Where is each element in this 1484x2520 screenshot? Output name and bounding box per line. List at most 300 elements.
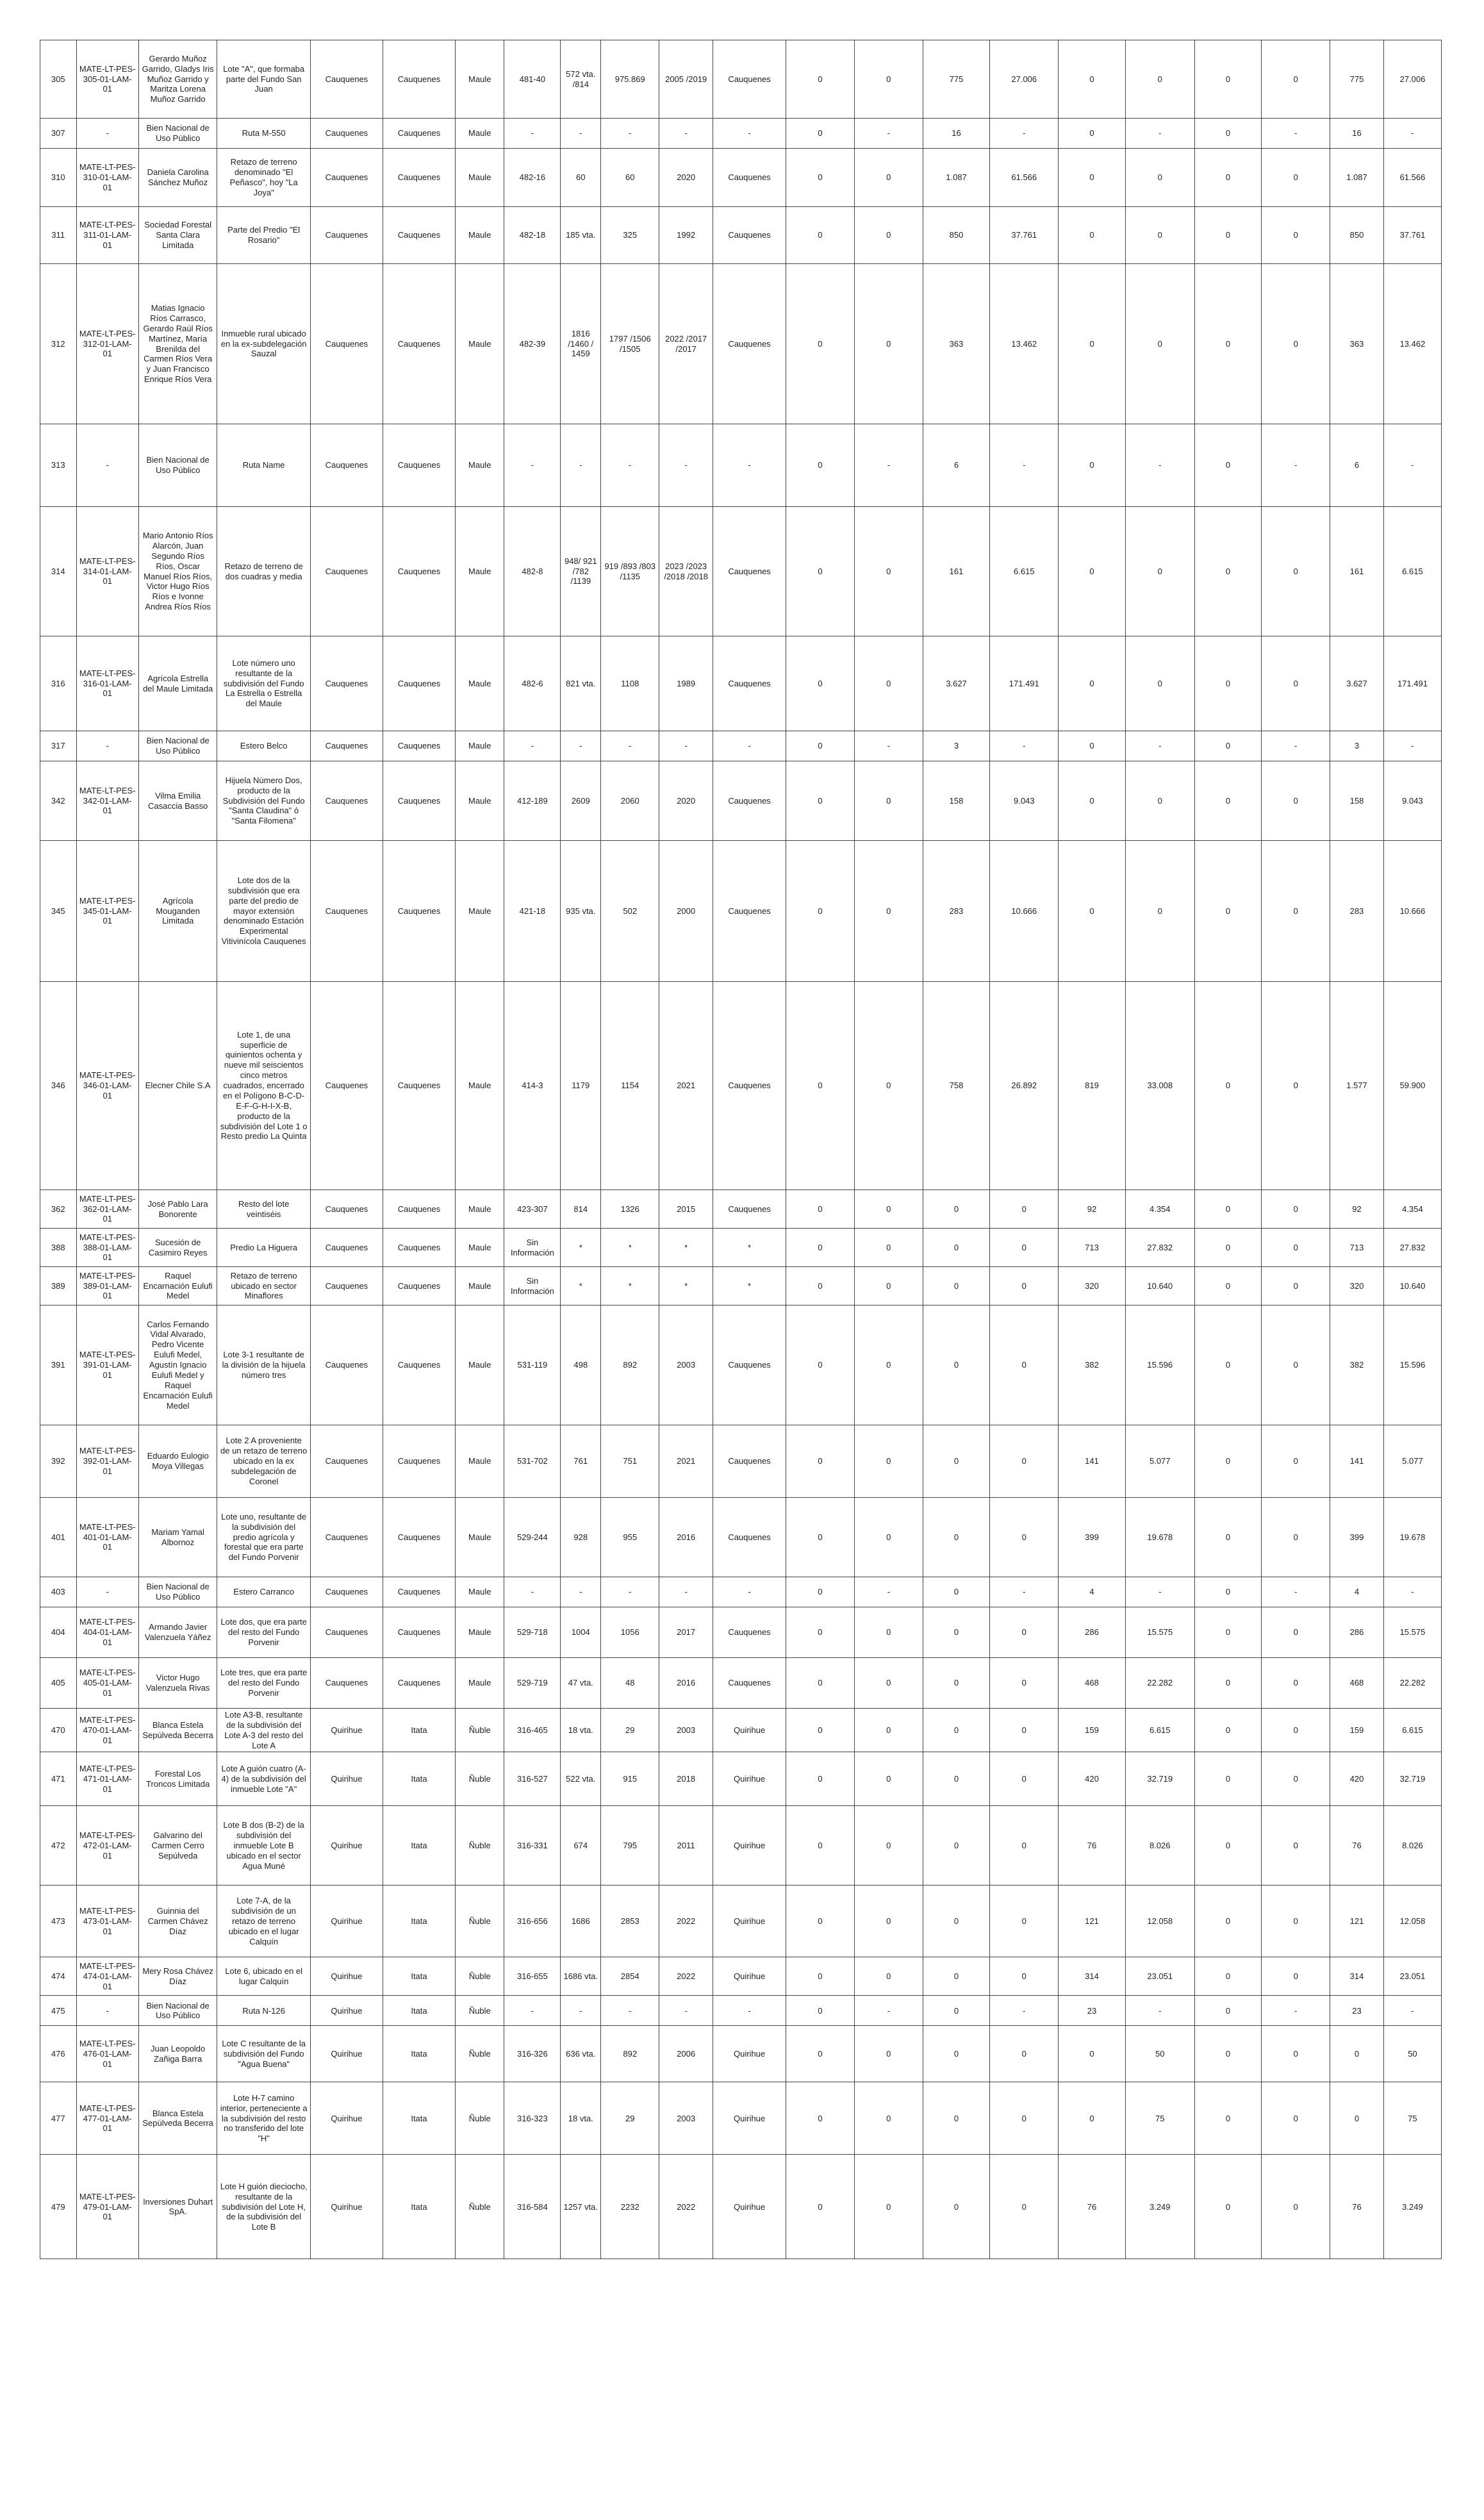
cell-lot-code: MATE-LT-PES-391-01-LAM-01 xyxy=(76,1306,138,1425)
cell-col-17: 468 xyxy=(1059,1658,1126,1709)
cell-region: Maule xyxy=(456,1577,504,1607)
cell-col-18: 0 xyxy=(1125,507,1194,636)
cell-property-description: Lote C resultante de la subdivisión del Fundo "Agua Buena" xyxy=(217,2026,311,2082)
cell-region: Ñuble xyxy=(456,1806,504,1886)
cell-col-17: 420 xyxy=(1059,1752,1126,1806)
cell-commune: Quirihue xyxy=(310,2026,383,2082)
cell-folio: * xyxy=(561,1267,601,1306)
cell-col-15: 0 xyxy=(923,1607,990,1658)
cell-region: Maule xyxy=(456,424,504,507)
cell-row-number: 317 xyxy=(40,731,77,761)
cell-number: 29 xyxy=(601,2082,659,2155)
cell-col-15: 16 xyxy=(923,119,990,149)
cell-col-18: - xyxy=(1125,731,1194,761)
cell-col-13: 0 xyxy=(786,1425,855,1498)
cell-total-2: 171.491 xyxy=(1383,636,1441,731)
cell-col-13: 0 xyxy=(786,1957,855,1996)
table-row xyxy=(40,1607,1442,1658)
cell-row-number: 401 xyxy=(40,1498,77,1577)
cell-commune: Cauquenes xyxy=(310,841,383,982)
cell-col-19: 0 xyxy=(1194,1267,1262,1306)
cell-total-1: 6 xyxy=(1330,424,1384,507)
cell-total-1: 314 xyxy=(1330,1957,1384,1996)
cell-col-13: 0 xyxy=(786,2026,855,2082)
cell-folio: 821 vta. xyxy=(561,636,601,731)
cell-col-18: 27.832 xyxy=(1125,1229,1194,1267)
cell-total-2: 22.282 xyxy=(1383,1658,1441,1709)
cell-col-14: 0 xyxy=(854,1957,923,1996)
table-row xyxy=(40,1658,1442,1709)
cell-col-17: 0 xyxy=(1059,207,1126,264)
cell-lot-code: MATE-LT-PES-479-01-LAM-01 xyxy=(76,2155,138,2259)
cell-property-role: Sin Información xyxy=(504,1267,561,1306)
cell-col-14: - xyxy=(854,1996,923,2026)
cell-property-description: Lote 2 A proveniente de un retazo de terreno ubicado en la ex subdelegación de Coronel xyxy=(217,1425,311,1498)
cell-lot-code: MATE-LT-PES-312-01-LAM-01 xyxy=(76,264,138,424)
table-row xyxy=(40,1996,1442,2026)
cell-col-14: 0 xyxy=(854,1498,923,1577)
cell-col-19: 0 xyxy=(1194,1806,1262,1886)
cell-number: * xyxy=(601,1267,659,1306)
cell-region: Maule xyxy=(456,1658,504,1709)
cell-col-17: 0 xyxy=(1059,264,1126,424)
cell-property-description: Lote 3-1 resultante de la división de la hijuela número tres xyxy=(217,1306,311,1425)
cell-row-number: 392 xyxy=(40,1425,77,1498)
cell-owner: Eduardo Eulogio Moya Villegas xyxy=(138,1425,217,1498)
cell-commune: Cauquenes xyxy=(310,731,383,761)
cell-col-16: 0 xyxy=(990,1658,1059,1709)
cell-province: Cauquenes xyxy=(383,1267,455,1306)
cell-col-20: - xyxy=(1262,119,1330,149)
cell-registry: Cauquenes xyxy=(713,982,786,1190)
cell-region: Ñuble xyxy=(456,1886,504,1957)
cell-col-20: 0 xyxy=(1262,2082,1330,2155)
cell-row-number: 403 xyxy=(40,1577,77,1607)
cell-total-1: 283 xyxy=(1330,841,1384,982)
table-row xyxy=(40,507,1442,636)
cell-property-role: 481-40 xyxy=(504,40,561,119)
cell-property-role: 482-6 xyxy=(504,636,561,731)
cell-province: Cauquenes xyxy=(383,119,455,149)
cell-commune: Cauquenes xyxy=(310,207,383,264)
cell-col-15: 0 xyxy=(923,2155,990,2259)
cell-owner: Gerardo Muñoz Garrido, Gladys Iris Muñoz Garrido y Maritza Lorena Muñoz Garrido xyxy=(138,40,217,119)
cell-row-number: 405 xyxy=(40,1658,77,1709)
cell-number: 915 xyxy=(601,1752,659,1806)
cell-commune: Quirihue xyxy=(310,1957,383,1996)
cell-col-13: 0 xyxy=(786,1498,855,1577)
cell-col-16: 10.666 xyxy=(990,841,1059,982)
cell-number: 1108 xyxy=(601,636,659,731)
cell-region: Maule xyxy=(456,1267,504,1306)
cell-row-number: 345 xyxy=(40,841,77,982)
cell-lot-code: MATE-LT-PES-405-01-LAM-01 xyxy=(76,1658,138,1709)
cell-row-number: 310 xyxy=(40,149,77,207)
cell-total-1: 468 xyxy=(1330,1658,1384,1709)
table-row xyxy=(40,1190,1442,1229)
cell-year: - xyxy=(659,119,713,149)
cell-total-2: 23.051 xyxy=(1383,1957,1441,1996)
cell-region: Maule xyxy=(456,1190,504,1229)
cell-folio: - xyxy=(561,731,601,761)
cell-registry: Cauquenes xyxy=(713,1658,786,1709)
cell-number: 2854 xyxy=(601,1957,659,1996)
cell-property-description: Retazo de terreno de dos cuadras y media xyxy=(217,507,311,636)
cell-lot-code: - xyxy=(76,424,138,507)
cell-number: 1154 xyxy=(601,982,659,1190)
cell-province: Cauquenes xyxy=(383,507,455,636)
cell-registry: Quirihue xyxy=(713,1806,786,1886)
cell-province: Itata xyxy=(383,2026,455,2082)
cell-col-17: 713 xyxy=(1059,1229,1126,1267)
cell-col-14: 0 xyxy=(854,1752,923,1806)
cell-owner: Forestal Los Troncos Limitada xyxy=(138,1752,217,1806)
cell-col-17: 286 xyxy=(1059,1607,1126,1658)
cell-col-15: 758 xyxy=(923,982,990,1190)
cell-region: Maule xyxy=(456,1425,504,1498)
cell-col-14: 0 xyxy=(854,636,923,731)
cell-number: 1797 /1506 /1505 xyxy=(601,264,659,424)
cell-owner: Daniela Carolina Sánchez Muñoz xyxy=(138,149,217,207)
cell-property-description: Resto del lote veintiséis xyxy=(217,1190,311,1229)
cell-col-16: 0 xyxy=(990,1425,1059,1498)
cell-col-19: 0 xyxy=(1194,40,1262,119)
cell-col-19: 0 xyxy=(1194,2026,1262,2082)
cell-registry: * xyxy=(713,1229,786,1267)
cell-col-15: 0 xyxy=(923,1806,990,1886)
cell-col-18: 0 xyxy=(1125,40,1194,119)
cell-year: 2022 xyxy=(659,2155,713,2259)
table-row xyxy=(40,1498,1442,1577)
cell-col-16: 37.761 xyxy=(990,207,1059,264)
cell-year: 2021 xyxy=(659,1425,713,1498)
cell-col-18: 32.719 xyxy=(1125,1752,1194,1806)
cell-commune: Cauquenes xyxy=(310,1658,383,1709)
cell-province: Itata xyxy=(383,1886,455,1957)
cell-lot-code: MATE-LT-PES-316-01-LAM-01 xyxy=(76,636,138,731)
cell-total-2: 9.043 xyxy=(1383,761,1441,841)
cell-total-1: 850 xyxy=(1330,207,1384,264)
table-row xyxy=(40,731,1442,761)
cell-owner: Mery Rosa Chávez Díaz xyxy=(138,1957,217,1996)
table-body xyxy=(40,40,1442,2259)
cell-owner: José Pablo Lara Bonorente xyxy=(138,1190,217,1229)
cell-col-17: 121 xyxy=(1059,1886,1126,1957)
cell-owner: Juan Leopoldo Zañiga Barra xyxy=(138,2026,217,2082)
cell-col-17: 0 xyxy=(1059,149,1126,207)
cell-col-13: 0 xyxy=(786,841,855,982)
cell-registry: Cauquenes xyxy=(713,1190,786,1229)
cell-col-14: - xyxy=(854,731,923,761)
cell-number: 892 xyxy=(601,1306,659,1425)
cell-number: 1326 xyxy=(601,1190,659,1229)
cell-property-role: 482-8 xyxy=(504,507,561,636)
cell-col-14: 0 xyxy=(854,507,923,636)
cell-col-18: 10.640 xyxy=(1125,1267,1194,1306)
cell-total-1: 92 xyxy=(1330,1190,1384,1229)
cell-col-19: 0 xyxy=(1194,1886,1262,1957)
cell-region: Ñuble xyxy=(456,2155,504,2259)
cell-col-16: 0 xyxy=(990,1190,1059,1229)
cell-col-18: 15.596 xyxy=(1125,1306,1194,1425)
cell-property-description: Lote B dos (B-2) de la subdivisión del inmueble Lote B ubicado en el sector Agua Muné xyxy=(217,1806,311,1886)
cell-commune: Quirihue xyxy=(310,1806,383,1886)
cell-number: 502 xyxy=(601,841,659,982)
cell-lot-code: MATE-LT-PES-305-01-LAM-01 xyxy=(76,40,138,119)
table-row xyxy=(40,982,1442,1190)
cell-folio: 814 xyxy=(561,1190,601,1229)
cell-property-role: - xyxy=(504,119,561,149)
cell-total-1: 0 xyxy=(1330,2026,1384,2082)
cell-total-2: - xyxy=(1383,119,1441,149)
cell-registry: Quirihue xyxy=(713,1752,786,1806)
cell-folio: 18 vta. xyxy=(561,2082,601,2155)
cell-registry: Cauquenes xyxy=(713,507,786,636)
cell-folio: 1686 xyxy=(561,1886,601,1957)
cell-row-number: 311 xyxy=(40,207,77,264)
cell-total-2: 8.026 xyxy=(1383,1806,1441,1886)
cell-col-20: 0 xyxy=(1262,1190,1330,1229)
cell-property-role: 531-119 xyxy=(504,1306,561,1425)
cell-col-19: 0 xyxy=(1194,149,1262,207)
cell-registry: Quirihue xyxy=(713,1709,786,1752)
cell-col-17: 141 xyxy=(1059,1425,1126,1498)
cell-province: Cauquenes xyxy=(383,731,455,761)
cell-col-13: 0 xyxy=(786,761,855,841)
cell-number: 2853 xyxy=(601,1886,659,1957)
cell-number: 919 /893 /803 /1135 xyxy=(601,507,659,636)
cell-folio: 498 xyxy=(561,1306,601,1425)
cell-col-15: 0 xyxy=(923,1190,990,1229)
cell-col-14: 0 xyxy=(854,1658,923,1709)
table-row xyxy=(40,1806,1442,1886)
table-row xyxy=(40,841,1442,982)
cell-col-14: 0 xyxy=(854,2155,923,2259)
cell-col-20: 0 xyxy=(1262,1709,1330,1752)
table-row xyxy=(40,424,1442,507)
cell-property-role: 316-527 xyxy=(504,1752,561,1806)
cell-region: Maule xyxy=(456,636,504,731)
cell-year: 2022 xyxy=(659,1957,713,1996)
cell-col-15: 850 xyxy=(923,207,990,264)
cell-col-15: 283 xyxy=(923,841,990,982)
cell-col-13: 0 xyxy=(786,40,855,119)
cell-total-2: 4.354 xyxy=(1383,1190,1441,1229)
cell-col-20: 0 xyxy=(1262,1607,1330,1658)
cell-province: Cauquenes xyxy=(383,982,455,1190)
cell-col-20: 0 xyxy=(1262,149,1330,207)
cell-total-2: - xyxy=(1383,731,1441,761)
cell-lot-code: MATE-LT-PES-473-01-LAM-01 xyxy=(76,1886,138,1957)
cell-commune: Cauquenes xyxy=(310,40,383,119)
cell-row-number: 388 xyxy=(40,1229,77,1267)
cell-col-19: 0 xyxy=(1194,1306,1262,1425)
cell-col-14: 0 xyxy=(854,1306,923,1425)
cell-property-role: 423-307 xyxy=(504,1190,561,1229)
cell-registry: - xyxy=(713,731,786,761)
cell-registry: Cauquenes xyxy=(713,636,786,731)
cell-col-19: 0 xyxy=(1194,761,1262,841)
cell-property-role: - xyxy=(504,731,561,761)
cell-row-number: 404 xyxy=(40,1607,77,1658)
table-row xyxy=(40,40,1442,119)
cell-region: Ñuble xyxy=(456,2082,504,2155)
cell-col-15: 0 xyxy=(923,1957,990,1996)
cell-total-1: 286 xyxy=(1330,1607,1384,1658)
cell-province: Cauquenes xyxy=(383,1658,455,1709)
cell-total-1: 775 xyxy=(1330,40,1384,119)
table-row xyxy=(40,2155,1442,2259)
cell-col-13: 0 xyxy=(786,1806,855,1886)
cell-lot-code: - xyxy=(76,119,138,149)
cell-commune: Cauquenes xyxy=(310,1577,383,1607)
cell-total-2: 6.615 xyxy=(1383,507,1441,636)
cell-owner: Agrícola Estrella del Maule Limitada xyxy=(138,636,217,731)
cell-province: Cauquenes xyxy=(383,1425,455,1498)
cell-total-2: 37.761 xyxy=(1383,207,1441,264)
cell-col-13: 0 xyxy=(786,149,855,207)
cell-commune: Cauquenes xyxy=(310,636,383,731)
cell-col-18: 23.051 xyxy=(1125,1957,1194,1996)
cell-registry: Cauquenes xyxy=(713,1607,786,1658)
table-row xyxy=(40,1267,1442,1306)
cell-year: 2020 xyxy=(659,761,713,841)
cell-lot-code: MATE-LT-PES-472-01-LAM-01 xyxy=(76,1806,138,1886)
property-table xyxy=(40,40,1442,2259)
cell-total-1: 382 xyxy=(1330,1306,1384,1425)
cell-region: Maule xyxy=(456,507,504,636)
cell-province: Cauquenes xyxy=(383,40,455,119)
cell-commune: Cauquenes xyxy=(310,264,383,424)
cell-col-20: 0 xyxy=(1262,40,1330,119)
cell-folio: 47 vta. xyxy=(561,1658,601,1709)
cell-col-19: 0 xyxy=(1194,731,1262,761)
cell-owner: Victor Hugo Valenzuela Rivas xyxy=(138,1658,217,1709)
cell-col-15: 363 xyxy=(923,264,990,424)
cell-row-number: 476 xyxy=(40,2026,77,2082)
cell-year: * xyxy=(659,1267,713,1306)
cell-property-description: Lote dos de la subdivisión que era parte del predio de mayor extensión denominado Estación Experimental Vitivinícola Cauquenes xyxy=(217,841,311,982)
cell-number: - xyxy=(601,731,659,761)
cell-total-1: 0 xyxy=(1330,2082,1384,2155)
cell-year: 2006 xyxy=(659,2026,713,2082)
cell-col-13: 0 xyxy=(786,207,855,264)
cell-commune: Quirihue xyxy=(310,1996,383,2026)
cell-col-17: 0 xyxy=(1059,119,1126,149)
cell-col-15: 0 xyxy=(923,2026,990,2082)
cell-col-13: 0 xyxy=(786,1190,855,1229)
cell-year: - xyxy=(659,1577,713,1607)
cell-col-14: 0 xyxy=(854,1886,923,1957)
cell-number: 2232 xyxy=(601,2155,659,2259)
cell-year: 2017 xyxy=(659,1607,713,1658)
cell-registry: Cauquenes xyxy=(713,841,786,982)
cell-year: 2018 xyxy=(659,1752,713,1806)
cell-folio: 1816 /1460 / 1459 xyxy=(561,264,601,424)
cell-property-description: Lote 1, de una superficie de quinientos ochenta y nueve mil seiscientos cinco metros cuadrados, encerrado en el Polígono B-C-D-E-F-G-H-I-X-B, producto de la subdivisión del Lote 1 o Resto predio La Quinta xyxy=(217,982,311,1190)
cell-col-15: 6 xyxy=(923,424,990,507)
cell-property-role: 421-18 xyxy=(504,841,561,982)
cell-folio: 1686 vta. xyxy=(561,1957,601,1996)
cell-province: Cauquenes xyxy=(383,1577,455,1607)
cell-col-16: 0 xyxy=(990,2026,1059,2082)
cell-owner: Inversiones Duhart SpA. xyxy=(138,2155,217,2259)
cell-region: Maule xyxy=(456,207,504,264)
cell-total-2: 3.249 xyxy=(1383,2155,1441,2259)
cell-col-19: 0 xyxy=(1194,1577,1262,1607)
cell-owner: Bien Nacional de Uso Público xyxy=(138,119,217,149)
cell-row-number: 477 xyxy=(40,2082,77,2155)
cell-province: Itata xyxy=(383,1709,455,1752)
cell-row-number: 473 xyxy=(40,1886,77,1957)
cell-col-20: 0 xyxy=(1262,207,1330,264)
cell-col-13: 0 xyxy=(786,1996,855,2026)
cell-lot-code: MATE-LT-PES-342-01-LAM-01 xyxy=(76,761,138,841)
cell-col-13: 0 xyxy=(786,264,855,424)
cell-number: 955 xyxy=(601,1498,659,1577)
cell-year: 2016 xyxy=(659,1498,713,1577)
cell-col-14: 0 xyxy=(854,2026,923,2082)
cell-folio: 572 vta. /814 xyxy=(561,40,601,119)
cell-total-1: 1.577 xyxy=(1330,982,1384,1190)
cell-lot-code: MATE-LT-PES-389-01-LAM-01 xyxy=(76,1267,138,1306)
cell-lot-code: MATE-LT-PES-470-01-LAM-01 xyxy=(76,1709,138,1752)
cell-col-20: - xyxy=(1262,1577,1330,1607)
cell-registry: * xyxy=(713,1267,786,1306)
cell-col-16: 0 xyxy=(990,1752,1059,1806)
cell-total-1: 76 xyxy=(1330,1806,1384,1886)
cell-year: 2003 xyxy=(659,1709,713,1752)
cell-total-1: 420 xyxy=(1330,1752,1384,1806)
table-row xyxy=(40,1306,1442,1425)
cell-province: Cauquenes xyxy=(383,636,455,731)
cell-col-16: 0 xyxy=(990,1886,1059,1957)
cell-col-15: 775 xyxy=(923,40,990,119)
cell-year: 2000 xyxy=(659,841,713,982)
cell-year: * xyxy=(659,1229,713,1267)
cell-row-number: 474 xyxy=(40,1957,77,1996)
table-row xyxy=(40,1229,1442,1267)
cell-province: Itata xyxy=(383,1957,455,1996)
cell-lot-code: - xyxy=(76,731,138,761)
cell-total-2: 10.666 xyxy=(1383,841,1441,982)
cell-province: Cauquenes xyxy=(383,761,455,841)
cell-col-13: 0 xyxy=(786,1577,855,1607)
cell-property-role: - xyxy=(504,1577,561,1607)
cell-property-description: Ruta M-550 xyxy=(217,119,311,149)
cell-col-20: 0 xyxy=(1262,507,1330,636)
cell-col-15: 0 xyxy=(923,1752,990,1806)
cell-col-15: 0 xyxy=(923,1267,990,1306)
cell-row-number: 312 xyxy=(40,264,77,424)
cell-col-17: 0 xyxy=(1059,636,1126,731)
cell-row-number: 362 xyxy=(40,1190,77,1229)
cell-total-2: 32.719 xyxy=(1383,1752,1441,1806)
cell-col-14: 0 xyxy=(854,1607,923,1658)
cell-total-1: 141 xyxy=(1330,1425,1384,1498)
cell-col-20: - xyxy=(1262,424,1330,507)
cell-region: Ñuble xyxy=(456,1996,504,2026)
table-row xyxy=(40,1577,1442,1607)
cell-property-role: 482-16 xyxy=(504,149,561,207)
cell-total-1: 76 xyxy=(1330,2155,1384,2259)
cell-region: Ñuble xyxy=(456,1957,504,1996)
cell-col-20: 0 xyxy=(1262,1886,1330,1957)
cell-property-role: 316-584 xyxy=(504,2155,561,2259)
cell-registry: Cauquenes xyxy=(713,1306,786,1425)
cell-col-18: 6.615 xyxy=(1125,1709,1194,1752)
cell-commune: Quirihue xyxy=(310,1752,383,1806)
